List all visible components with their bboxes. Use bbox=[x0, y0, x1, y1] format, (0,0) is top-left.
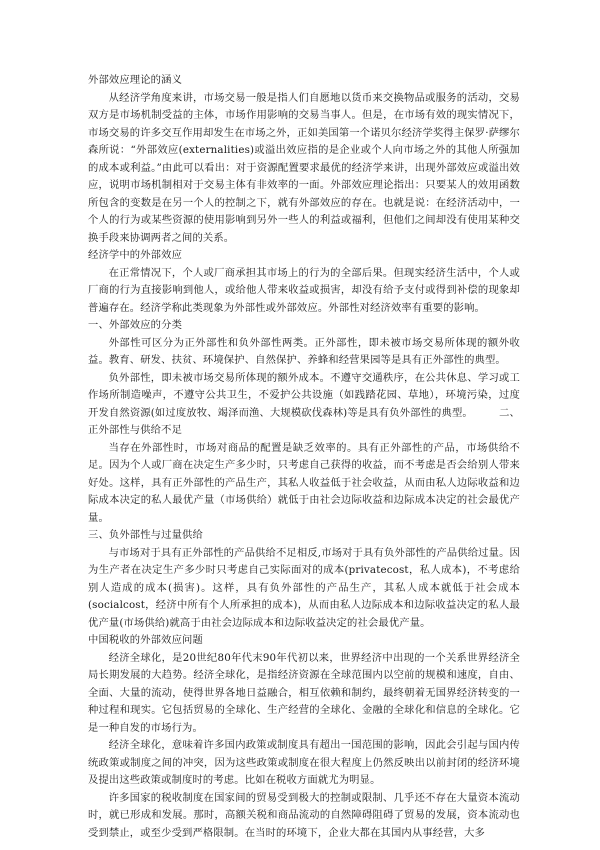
paragraph: 经济全球化，意味着许多国内政策或制度具有超出一国范围的影响，因此会引起与国内传统政策或制度之间的冲突，因为这些政策或制度在很大程度上仍然反映出以前封闭的经济环境及提出这些政策或制度时的考虑。比如在税收方面就尤为明显。 bbox=[88, 739, 520, 786]
paragraph: 在正常情况下，个人或厂商承担其市场上的行为的全部后果。但现实经济生活中，个人或厂商的行为直接影响到他人，或给他人带来收益或损害，却没有给予支付或得到补偿的现象却普遍存在。经济学称此类现象为外部性或外部效应。外部性对经济效率有重要的影响。 bbox=[88, 266, 520, 314]
paragraph: 许多国家的税收制度在国家间的贸易受到极大的控制或限制、几乎还不存在大量资本流动时，就已形成和发展。那时，高额关税和商品流动的自然障碍阻碍了贸易的发展，资本流动也受到禁止，或至少受到严格限制。在当时的环境下，企业大都在其国内从事经营，大多 bbox=[88, 791, 520, 839]
section-heading: 外部效应理论的涵义 bbox=[88, 74, 183, 86]
paragraph: 经济全球化，是20世纪80年代末90年代初以来，世界经济中出现的一个关系世界经济全局长期发展的大趋势。经济全球化，是指经济资源在全球范围内以空前的规模和速度，自由、全面、大量的流动，使得世界各地日益融合，相互依赖和制约，最终朝着无国界经济转变的一种过程和现实。它包括贸易的全球化、生产经营的全球化、金融的全球化和信息的全球化。它是一种自发的市场行为。 bbox=[88, 651, 520, 734]
section-heading: 一、外部效应的分类 bbox=[88, 319, 183, 331]
paragraph: 与市场对于具有正外部性的产品供给不足相反,市场对于具有负外部性的产品供给过量。因为生产者在决定生产多少时只考虑自己实际面对的成本(privatecost，私人成本)，不考虑给别人造成的成本(损害)。这样，具有负外部性的产品生产，其私人成本就低于社会成本(socialcost，经济中所有个人所承担的成本)，从而由私人边际成本和边际收益决定的私人最优产量(市场供给)就高于由社会边际成本和边际收益决定的社会最优产量。 bbox=[88, 546, 520, 629]
paragraph: 负外部性，即未被市场交易所体现的额外成本。不遵守交通秩序，在公共休息、学习或工作场所制造噪声，不遵守公共卫生，不爱护公共设施（如践踏花园、草地），环境污染，过度开发自然资源(如过度放牧、竭泽而渔、大规模砍伐森林)等是具有负外部性的典型。 二、正外部性与供给不足 bbox=[88, 371, 520, 436]
document-body bbox=[88, 72, 520, 842]
paragraph: 当存在外部性时，市场对商品的配置是缺乏效率的。具有正外部性的产品，市场供给不足。因为个人或厂商在决定生产多少时，只考虑自己获得的收益，而不考虑是否会给别人带来好处。这样，具有正外部性的产品生产，其私人收益低于社会收益，从而由私人边际收益和边际成本决定的私人最优产量（市场供给）就低于由社会边际收益和边际成本决定的社会最优产量。 bbox=[88, 441, 520, 524]
section-heading: 经济学中的外部效应 bbox=[88, 249, 183, 261]
paragraph: 外部性可区分为正外部性和负外部性两类。正外部性，即未被市场交易所体现的额外收益。教育、研发、扶贫、环境保护、自然保护、养蜂和经营果园等是具有正外部性的典型。 bbox=[88, 336, 520, 366]
section-heading: 中国税收的外部效应问题 bbox=[88, 634, 203, 646]
section-heading: 三、负外部性与过量供给 bbox=[88, 529, 203, 541]
paragraph: 从经济学角度来讲，市场交易一般是指人们自愿地以货币来交换物品或服务的活动，交易双方是市场机制受益的主体，市场作用影响的交易当事人。但是，在市场有效的现实情况下，市场交易的许多交互作用却发生在市场之外，正如美国第一个诺贝尔经济学奖得主保罗·萨缪尔森所说：“外部效应(externalities)或溢出效应指的是企业或个人向市场之外的其他人所强加的成本或利益。”由此可以看出：对于资源配置要求最优的经济学来讲，出现外部效应或溢出效应，说明市场机制相对于交易主体有非效率的一面。外部效应理论指出：只要某人的效用函数所包含的变数是在另一个人的控制之下，就有外部效应的存在。也就是说：在经济活动中，一个人的行为或某些资源的使用影响到另外一些人的利益或福利，但他们之间却没有使用某种交换手段来协调两者之间的关系。 bbox=[88, 91, 520, 244]
